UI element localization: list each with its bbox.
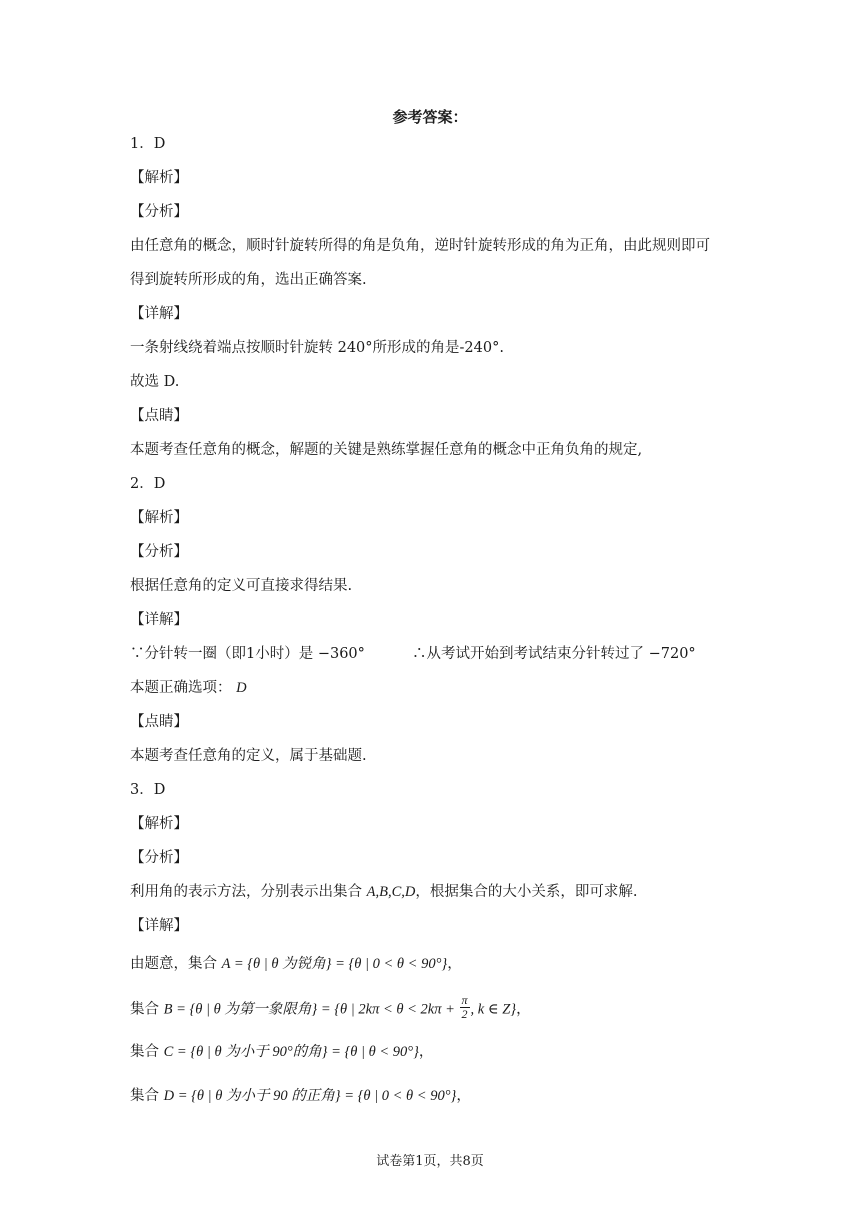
paragraph-line: 得到旋转所形成的角，选出正确答案.: [130, 272, 367, 288]
answer-1: 1．D: [130, 136, 166, 152]
section-jiexi: 【解析】: [130, 510, 188, 526]
math-expr: D: [236, 680, 247, 696]
paragraph-line: [130, 993, 531, 1023]
section-xiangjie: 【详解】: [130, 612, 188, 628]
math-expr: D = {θ | θ 为小于 90 的正角} = {θ | 0 < θ < 90°}: [163, 1088, 457, 1104]
math-expr: A,B,C,D: [366, 884, 416, 900]
section-fenxi: 【分析】: [130, 204, 188, 220]
section-fenxi: 【分析】: [130, 850, 188, 866]
paragraph-line: [130, 882, 637, 902]
paragraph-line: ∵分针转一圈（即1小时）是 −360°: [130, 646, 365, 662]
text-run: 由题意，集合: [130, 956, 222, 972]
text-run: ，: [418, 1044, 434, 1060]
text-run: ，根据集合的大小关系，即可求解.: [415, 884, 638, 900]
fraction-numerator: π: [461, 993, 468, 1007]
math-expr: A = {θ | θ 为锐角} = {θ | 0 < θ < 90°}: [221, 956, 448, 972]
paragraph-line: ∴从考试开始到考试结束分针转过了 −720°: [412, 646, 696, 662]
text-run: 集合: [130, 1001, 164, 1018]
paragraph-line: 本题考查任意角的概念，解题的关键是熟练掌握任意角的概念中正角负角的规定,: [130, 442, 643, 458]
fraction-denominator: 2: [461, 1007, 468, 1021]
section-dianjing: 【点睛】: [130, 714, 188, 730]
section-fenxi: 【分析】: [130, 544, 188, 560]
answer-2: 2．D: [130, 476, 166, 492]
text-run: ，: [456, 1088, 471, 1104]
paragraph-line: [130, 1042, 433, 1062]
section-jiexi: 【解析】: [130, 170, 188, 186]
text-run: 集合: [130, 1088, 164, 1104]
paragraph-line: [130, 954, 462, 974]
paragraph-line: 根据任意角的定义可直接求得结果.: [130, 578, 353, 594]
section-jiexi: 【解析】: [130, 816, 188, 832]
page-title: 参考答案：: [392, 108, 468, 126]
text-run: 本题正确选项：: [130, 680, 232, 696]
section-xiangjie: 【详解】: [130, 306, 188, 322]
fraction: [460, 994, 470, 1021]
math-expr: , k ∈ Z}: [470, 1001, 517, 1018]
text-run: 集合: [130, 1044, 164, 1060]
paragraph-line: [130, 678, 247, 698]
paragraph-line: 本题考查任意角的定义，属于基础题.: [130, 748, 367, 764]
text-run: ，: [447, 956, 462, 972]
paragraph-line: 由任意角的概念，顺时针旋转所得的角是负角，逆时针旋转形成的角为正角，由此规则即可: [130, 238, 710, 254]
section-dianjing: 【点睛】: [130, 408, 188, 424]
paragraph-line: 故选 D.: [130, 374, 180, 390]
paragraph-line: [130, 1086, 471, 1106]
answer-3: 3．D: [130, 782, 166, 798]
math-expr: B = {θ | θ 为第一象限角} = {θ | 2kπ < θ < 2kπ +: [163, 1001, 459, 1018]
text-run: 利用角的表示方法，分别表示出集合: [130, 884, 367, 900]
text-run: ，: [516, 1001, 531, 1018]
section-xiangjie: 【详解】: [130, 918, 188, 934]
page-footer: 试卷第1页，共8页: [376, 1154, 484, 1169]
math-expr: C = {θ | θ 为小于 90°的角} = {θ | θ < 90°}: [163, 1044, 419, 1060]
paragraph-line: 一条射线绕着端点按顺时针旋转 240°所形成的角是-240°.: [130, 340, 504, 356]
